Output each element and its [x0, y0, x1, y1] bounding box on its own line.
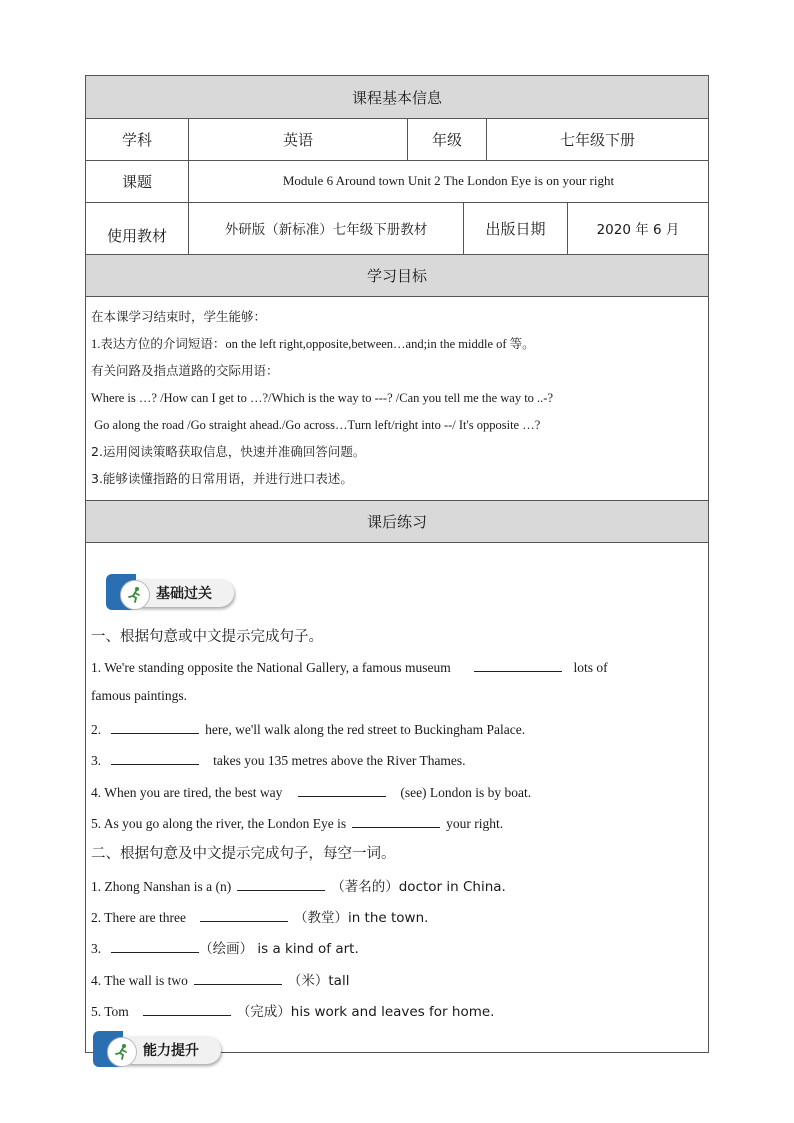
goals-header [86, 254, 708, 297]
s2-question-4: 4. The wall is two （米）tall [91, 969, 349, 989]
answer-blank[interactable] [474, 657, 562, 672]
answer-blank[interactable] [194, 970, 282, 985]
s2-question-2: 2. There are three （教堂）in the town. [91, 906, 428, 926]
basic-level-label: 基础过关 [156, 586, 212, 602]
s2-question-5: 5. Tom （完成）his work and leaves for home. [91, 1000, 494, 1020]
grade-value: 七年级下册 [559, 131, 635, 149]
answer-blank[interactable] [237, 876, 325, 891]
basic-level-badge [114, 577, 234, 609]
goal-line: 1.表达方位的介词短语：on the left right,opposite,between…and;in the middle of 等。 [91, 337, 535, 351]
date-value: 2020 年 6 月 [596, 222, 680, 238]
exercise-area [91, 620, 691, 1020]
answer-blank[interactable] [298, 782, 386, 797]
date-label: 出版日期 [464, 202, 568, 254]
section2-title: 二、根据句意及中文提示完成句子，每空一词。 [91, 846, 396, 862]
answer-blank[interactable] [111, 719, 199, 734]
textbook-value: 外研版（新标准）七年级下册教材 [189, 202, 464, 254]
goal-line: Where is …? /How can I get to …?/Which is the way to ---? /Can you tell me the way to ..-? [91, 391, 554, 405]
s1-question-4: 4. When you are tired, the best way (see) London is by boat. [91, 782, 531, 801]
course-info-header [86, 76, 708, 119]
grade-label: 年级 [408, 119, 487, 160]
s2-question-3: 3. （绘画） is a kind of art. [91, 937, 359, 957]
s1-question-1-cont: famous paintings. [91, 688, 187, 703]
answer-blank[interactable] [143, 1001, 231, 1016]
goal-line: Go along the road /Go straight ahead./Go across…Turn left/right into --/ It's opposite …? [91, 418, 541, 432]
runner-icon [120, 580, 150, 610]
subject-row [86, 119, 708, 160]
textbook-row [86, 202, 708, 254]
s1-question-1: 1. We're standing opposite the National Gallery, a famous museum lots of [91, 657, 608, 676]
s2-question-1: 1. Zhong Nanshan is a (n) （著名的）doctor in China. [91, 875, 506, 895]
s1-question-2: 2. here, we'll walk along the red street to Buckingham Palace. [91, 719, 525, 738]
practice-title: 课后练习 [366, 513, 427, 531]
answer-blank[interactable] [200, 907, 288, 922]
subject-value: 英语 [189, 119, 408, 160]
goal-line: 有关问路及指点道路的交际用语： [91, 363, 279, 378]
topic-row [86, 160, 708, 202]
textbook-label: 使用教材 [86, 202, 189, 254]
section1-title: 一、根据句意或中文提示完成句子。 [91, 629, 323, 645]
goals-list [91, 307, 701, 496]
answer-blank[interactable] [352, 813, 440, 828]
goal-line: 3.能够读懂指路的日常用语，并进行进口表述。 [91, 471, 353, 486]
course-info-title: 课程基本信息 [351, 88, 442, 107]
runner-icon [107, 1037, 137, 1067]
practice-header [86, 500, 708, 543]
topic-label: 课题 [86, 160, 189, 202]
goals-title: 学习目标 [366, 267, 427, 285]
goal-line: 在本课学习结束时，学生能够： [91, 309, 267, 324]
ability-label: 能力提升 [143, 1043, 199, 1059]
subject-label: 学科 [86, 119, 189, 160]
s1-question-3: 3. takes you 135 metres above the River Thames. [91, 750, 466, 769]
goal-line: 2.运用阅读策略获取信息，快速并准确回答问题。 [91, 444, 366, 459]
ability-badge [101, 1034, 221, 1066]
topic-value: Module 6 Around town Unit 2 The London Eye is on your right [282, 173, 615, 188]
answer-blank[interactable] [111, 938, 199, 953]
s1-question-5: 5. As you go along the river, the London Eye is your right. [91, 813, 503, 832]
answer-blank[interactable] [111, 750, 199, 765]
